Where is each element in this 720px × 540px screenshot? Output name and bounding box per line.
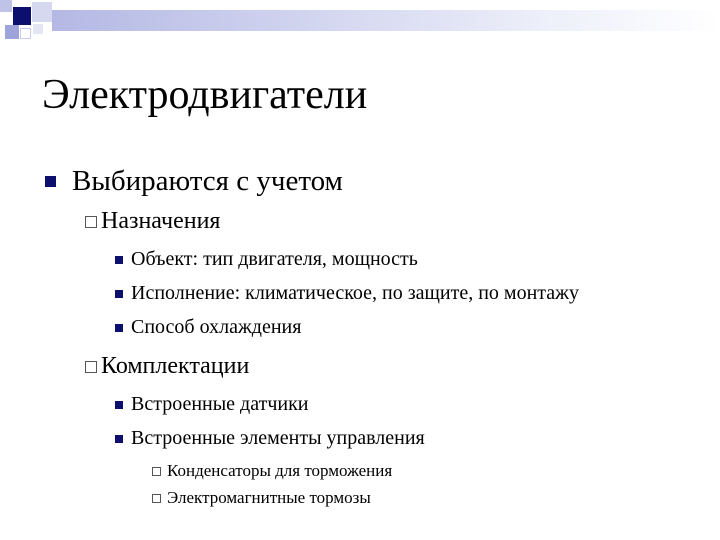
bullet-level4 [152,488,371,508]
hollow-square-bullet-icon [85,216,97,228]
deco-square [0,0,12,12]
bullet-level4 [152,461,392,481]
deco-square [20,28,31,39]
bullet-level3 [115,316,301,339]
deco-square [5,25,19,39]
bullet-text: Исполнение: климатическое, по защите, по монтажу [131,282,579,304]
deco-square [13,7,31,25]
bullet-text: Способ охлаждения [131,316,302,338]
square-bullet-icon [115,324,123,332]
square-bullet-icon [45,176,56,187]
bullet-text: Встроенные датчики [131,393,309,415]
deco-square [32,2,52,22]
deco-square [33,24,43,34]
bullet-text: Встроенные элементы управления [131,427,425,449]
square-bullet-icon [115,401,123,409]
square-bullet-icon [115,435,123,443]
bullet-level2-purpose [85,208,220,235]
hollow-square-bullet-icon [152,467,161,476]
bullet-text: Объект: тип двигателя, мощность [131,248,418,270]
slide-title: Электродвигатели [42,72,368,118]
hollow-square-bullet-icon [85,361,97,373]
bullet-text: Конденсаторы для торможения [167,461,393,480]
hollow-square-bullet-icon [152,494,161,503]
bullet-level1 [45,165,343,198]
bullet-text: Выбираются с учетом [72,165,343,197]
bullet-text: Электромагнитные тормозы [167,488,371,507]
bullet-level3 [115,248,418,271]
bullet-level3 [115,393,309,416]
bullet-level2-kit [85,353,249,380]
bullet-level3 [115,282,579,305]
square-bullet-icon [115,256,123,264]
bullet-text: Назначения [101,208,221,234]
square-bullet-icon [115,290,123,298]
header-decoration [0,0,720,60]
bullet-level3 [115,427,425,450]
bullet-text: Комплектации [101,353,250,379]
header-gradient-bar [52,10,720,31]
